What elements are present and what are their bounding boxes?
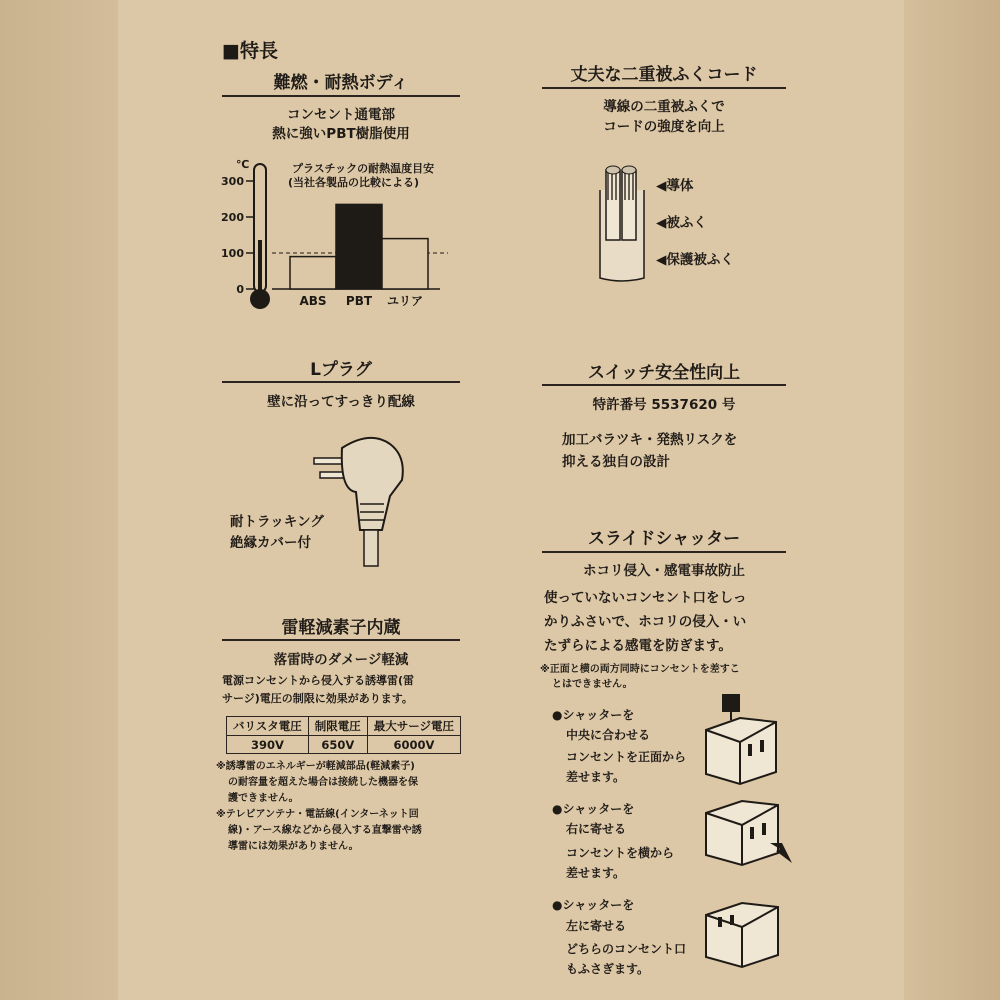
shutter-warning2: とはできません。 bbox=[552, 679, 633, 690]
shutter-warning1: ※正面と横の両方同時にコンセントを差すこ bbox=[540, 664, 740, 675]
lplug-note1: 耐トラッキング bbox=[230, 514, 324, 530]
cord-heading: 丈夫な二重被ふくコード bbox=[570, 65, 758, 85]
cord-label-coating: ◀被ふく bbox=[656, 215, 707, 231]
y-tick-label: 300 bbox=[221, 175, 244, 188]
outlet-closed-icon bbox=[700, 895, 790, 985]
shutter-item1-c: コンセントを正面から bbox=[566, 750, 687, 764]
table-header-cell: 制限電圧 bbox=[308, 717, 367, 736]
chart-caption2: (当社各製品の比較による) bbox=[288, 176, 420, 189]
thermometer-level bbox=[258, 240, 262, 296]
lplug-line1: 壁に沿ってすっきり配線 bbox=[267, 394, 415, 410]
shutter-item3-a: ●シャッターを bbox=[552, 898, 635, 912]
divider bbox=[222, 639, 460, 641]
table-cell: 650V bbox=[308, 736, 367, 754]
left-panel-edge bbox=[0, 0, 118, 1000]
shutter-item2-d: 差せます。 bbox=[566, 866, 626, 880]
shutter-item1-b: 中央に合わせる bbox=[566, 728, 651, 742]
l-plug-icon bbox=[310, 420, 420, 570]
chart-caption1: プラスチックの耐熱温度目安 bbox=[292, 162, 435, 175]
flame-line2: 熱に強いPBT樹脂使用 bbox=[272, 126, 410, 142]
shutter-heading: スライドシャッター bbox=[587, 529, 741, 549]
surge-spec-table bbox=[226, 716, 461, 754]
x-tick-label: ユリア bbox=[386, 294, 424, 308]
table-row bbox=[227, 736, 461, 754]
shutter-item2-c: コンセントを横から bbox=[566, 846, 675, 860]
shutter-item2-b: 右に寄せる bbox=[566, 822, 627, 836]
shutter-item3-d: もふさぎます。 bbox=[566, 962, 650, 976]
flame-line1: コンセント通電部 bbox=[287, 107, 395, 123]
y-tick-label: 200 bbox=[221, 211, 244, 224]
lplug-note2: 絶縁カバー付 bbox=[230, 535, 311, 551]
divider bbox=[222, 95, 460, 97]
shutter-line3: たずらによる感電を防ぎます。 bbox=[544, 638, 732, 654]
surge-sub: 落雷時のダメージ軽減 bbox=[273, 652, 409, 668]
x-tick-label: PBT bbox=[345, 294, 373, 308]
table-cell: 6000V bbox=[367, 736, 460, 754]
cord-label-conductor: ◀導体 bbox=[656, 178, 694, 194]
surge-note2c: 導雷には効果がありません。 bbox=[228, 841, 359, 852]
bar-1 bbox=[336, 204, 382, 289]
cord-cross-section-icon bbox=[592, 160, 652, 285]
surge-note1a: ※誘導雷のエネルギーが軽減部品(軽減素子) bbox=[216, 761, 415, 772]
shutter-line2: かりふさいで、ホコリの侵入・い bbox=[544, 614, 747, 630]
divider bbox=[542, 551, 786, 553]
divider bbox=[222, 381, 460, 383]
table-cell: 390V bbox=[227, 736, 309, 754]
shutter-line1: 使っていないコンセント口をしっ bbox=[544, 590, 747, 606]
heat-chart bbox=[214, 150, 454, 320]
surge-note2b: 線)・アース線などから侵入する直撃雷や誘 bbox=[228, 825, 422, 836]
divider bbox=[542, 384, 786, 386]
surge-heading: 雷軽減素子内蔵 bbox=[281, 618, 401, 638]
surge-note2a: ※テレビアンテナ・電話線(インターネット回 bbox=[216, 809, 419, 820]
bar-2 bbox=[382, 239, 428, 289]
cord-line1: 導線の二重被ふくで bbox=[603, 99, 725, 115]
y-axis-unit: ℃ bbox=[236, 158, 250, 171]
cord-label-protective: ◀保護被ふく bbox=[656, 252, 734, 268]
section-title: ■特長 bbox=[222, 40, 278, 62]
shutter-sub: ホコリ侵入・感電事故防止 bbox=[583, 563, 745, 579]
y-tick-label: 0 bbox=[236, 283, 244, 296]
table-header-cell: バリスタ電圧 bbox=[227, 717, 309, 736]
surge-note1b: の耐容量を超えた場合は接続した機器を保 bbox=[228, 777, 418, 788]
surge-note1c: 護できません。 bbox=[228, 793, 299, 804]
shutter-item1-a: ●シャッターを bbox=[552, 708, 635, 722]
y-tick-label: 100 bbox=[221, 247, 244, 260]
table-header-cell: 最大サージ電圧 bbox=[367, 717, 460, 736]
divider bbox=[542, 87, 786, 89]
shutter-item1-d: 差せます。 bbox=[566, 770, 626, 784]
lplug-heading: Lプラグ bbox=[310, 360, 372, 380]
shutter-item2-a: ●シャッターを bbox=[552, 802, 635, 816]
surge-line1: 電源コンセントから侵入する誘導雷(雷 bbox=[222, 674, 415, 687]
switch-line1: 加工バラツキ・発熱リスクを bbox=[562, 432, 738, 448]
patent-number: 特許番号 5537620 号 bbox=[592, 397, 736, 413]
thermometer-bulb bbox=[250, 289, 270, 309]
shutter-item3-b: 左に寄せる bbox=[566, 919, 627, 933]
x-tick-label: ABS bbox=[299, 294, 327, 308]
flame-heading: 難燃・耐熱ボディ bbox=[273, 73, 409, 93]
right-panel-edge bbox=[904, 0, 1000, 1000]
shutter-item3-c: どちらのコンセント口 bbox=[566, 942, 687, 956]
bar-0 bbox=[290, 257, 336, 289]
outlet-center-icon bbox=[700, 690, 790, 790]
table-header-row bbox=[227, 717, 461, 736]
switch-heading: スイッチ安全性向上 bbox=[587, 363, 741, 383]
cord-line2: コードの強度を向上 bbox=[603, 119, 725, 135]
outlet-side-icon bbox=[700, 795, 795, 885]
switch-line2: 抑える独自の設計 bbox=[562, 454, 670, 470]
surge-line2: サージ)電圧の制限に効果があります。 bbox=[222, 692, 413, 705]
